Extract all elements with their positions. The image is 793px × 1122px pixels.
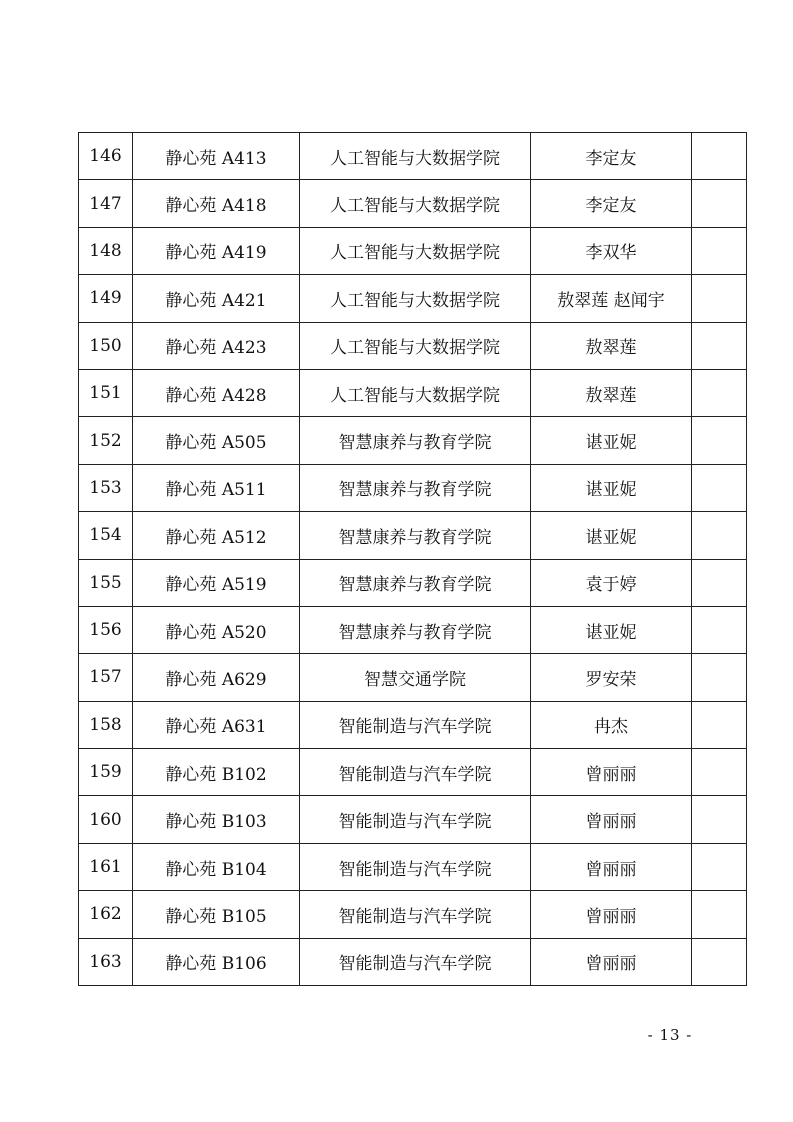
- note-cell: [692, 464, 747, 511]
- table-row: [79, 606, 747, 653]
- teacher-cell: 谌亚妮: [531, 464, 692, 511]
- college-cell: 智慧康养与教育学院: [300, 559, 531, 606]
- college-cell: 智慧康养与教育学院: [300, 464, 531, 511]
- teacher-cell: 曾丽丽: [531, 749, 692, 796]
- room-cell: 静心苑 A423: [133, 322, 300, 369]
- room-cell: 静心苑 A413: [133, 133, 300, 180]
- row-number: 162: [79, 891, 133, 938]
- note-cell: [692, 227, 747, 274]
- room-cell: 静心苑 B103: [133, 796, 300, 843]
- table-row: [79, 938, 747, 985]
- table-row: [79, 227, 747, 274]
- row-number: 158: [79, 701, 133, 748]
- table-row: [79, 843, 747, 890]
- note-cell: [692, 701, 747, 748]
- room-cell: 静心苑 B105: [133, 891, 300, 938]
- teacher-cell: 谌亚妮: [531, 512, 692, 559]
- row-number: 150: [79, 322, 133, 369]
- room-cell: 静心苑 A519: [133, 559, 300, 606]
- row-number: 155: [79, 559, 133, 606]
- page-number: - 13 -: [647, 1026, 693, 1044]
- note-cell: [692, 559, 747, 606]
- table-row: [79, 796, 747, 843]
- college-cell: 智慧交通学院: [300, 654, 531, 701]
- table-row: [79, 512, 747, 559]
- room-cell: 静心苑 A631: [133, 701, 300, 748]
- teacher-cell: 曾丽丽: [531, 843, 692, 890]
- teacher-cell: 敖翠莲 赵闻宇: [531, 275, 692, 322]
- college-cell: 智能制造与汽车学院: [300, 796, 531, 843]
- row-number: 163: [79, 938, 133, 985]
- table-row: [79, 891, 747, 938]
- row-number: 156: [79, 606, 133, 653]
- teacher-cell: 冉杰: [531, 701, 692, 748]
- row-number: 146: [79, 133, 133, 180]
- teacher-cell: 李定友: [531, 180, 692, 227]
- note-cell: [692, 796, 747, 843]
- college-cell: 人工智能与大数据学院: [300, 369, 531, 416]
- college-cell: 智慧康养与教育学院: [300, 512, 531, 559]
- college-cell: 智能制造与汽车学院: [300, 891, 531, 938]
- note-cell: [692, 369, 747, 416]
- table-row: [79, 180, 747, 227]
- row-number: 159: [79, 749, 133, 796]
- row-number: 151: [79, 369, 133, 416]
- teacher-cell: 敖翠莲: [531, 322, 692, 369]
- table-row: [79, 654, 747, 701]
- teacher-cell: 谌亚妮: [531, 606, 692, 653]
- teacher-cell: 李定友: [531, 133, 692, 180]
- note-cell: [692, 417, 747, 464]
- note-cell: [692, 843, 747, 890]
- room-cell: 静心苑 A421: [133, 275, 300, 322]
- table-row: [79, 133, 747, 180]
- room-cell: 静心苑 A520: [133, 606, 300, 653]
- row-number: 152: [79, 417, 133, 464]
- note-cell: [692, 322, 747, 369]
- note-cell: [692, 606, 747, 653]
- note-cell: [692, 275, 747, 322]
- note-cell: [692, 938, 747, 985]
- table-row: [79, 559, 747, 606]
- college-cell: 智能制造与汽车学院: [300, 938, 531, 985]
- room-cell: 静心苑 A418: [133, 180, 300, 227]
- row-number: 148: [79, 227, 133, 274]
- college-cell: 人工智能与大数据学院: [300, 322, 531, 369]
- college-cell: 智能制造与汽车学院: [300, 749, 531, 796]
- row-number: 157: [79, 654, 133, 701]
- teacher-cell: 袁于婷: [531, 559, 692, 606]
- teacher-cell: 谌亚妮: [531, 417, 692, 464]
- note-cell: [692, 749, 747, 796]
- row-number: 160: [79, 796, 133, 843]
- teacher-cell: 罗安荣: [531, 654, 692, 701]
- dormitory-table: [78, 132, 747, 986]
- table-body: [79, 133, 747, 986]
- note-cell: [692, 891, 747, 938]
- college-cell: 人工智能与大数据学院: [300, 133, 531, 180]
- table-row: [79, 369, 747, 416]
- room-cell: 静心苑 A419: [133, 227, 300, 274]
- room-cell: 静心苑 A511: [133, 464, 300, 511]
- row-number: 149: [79, 275, 133, 322]
- room-cell: 静心苑 A505: [133, 417, 300, 464]
- table-row: [79, 749, 747, 796]
- note-cell: [692, 133, 747, 180]
- college-cell: 智慧康养与教育学院: [300, 417, 531, 464]
- table-row: [79, 322, 747, 369]
- table-row: [79, 417, 747, 464]
- note-cell: [692, 512, 747, 559]
- college-cell: 人工智能与大数据学院: [300, 275, 531, 322]
- teacher-cell: 曾丽丽: [531, 891, 692, 938]
- row-number: 154: [79, 512, 133, 559]
- teacher-cell: 曾丽丽: [531, 938, 692, 985]
- note-cell: [692, 654, 747, 701]
- college-cell: 人工智能与大数据学院: [300, 180, 531, 227]
- room-cell: 静心苑 A428: [133, 369, 300, 416]
- row-number: 147: [79, 180, 133, 227]
- room-cell: 静心苑 B104: [133, 843, 300, 890]
- college-cell: 智能制造与汽车学院: [300, 843, 531, 890]
- college-cell: 智能制造与汽车学院: [300, 701, 531, 748]
- room-cell: 静心苑 B102: [133, 749, 300, 796]
- teacher-cell: 敖翠莲: [531, 369, 692, 416]
- row-number: 153: [79, 464, 133, 511]
- table-row: [79, 275, 747, 322]
- teacher-cell: 曾丽丽: [531, 796, 692, 843]
- table-row: [79, 464, 747, 511]
- note-cell: [692, 180, 747, 227]
- teacher-cell: 李双华: [531, 227, 692, 274]
- room-cell: 静心苑 A512: [133, 512, 300, 559]
- college-cell: 智慧康养与教育学院: [300, 606, 531, 653]
- college-cell: 人工智能与大数据学院: [300, 227, 531, 274]
- table-row: [79, 701, 747, 748]
- row-number: 161: [79, 843, 133, 890]
- room-cell: 静心苑 A629: [133, 654, 300, 701]
- room-cell: 静心苑 B106: [133, 938, 300, 985]
